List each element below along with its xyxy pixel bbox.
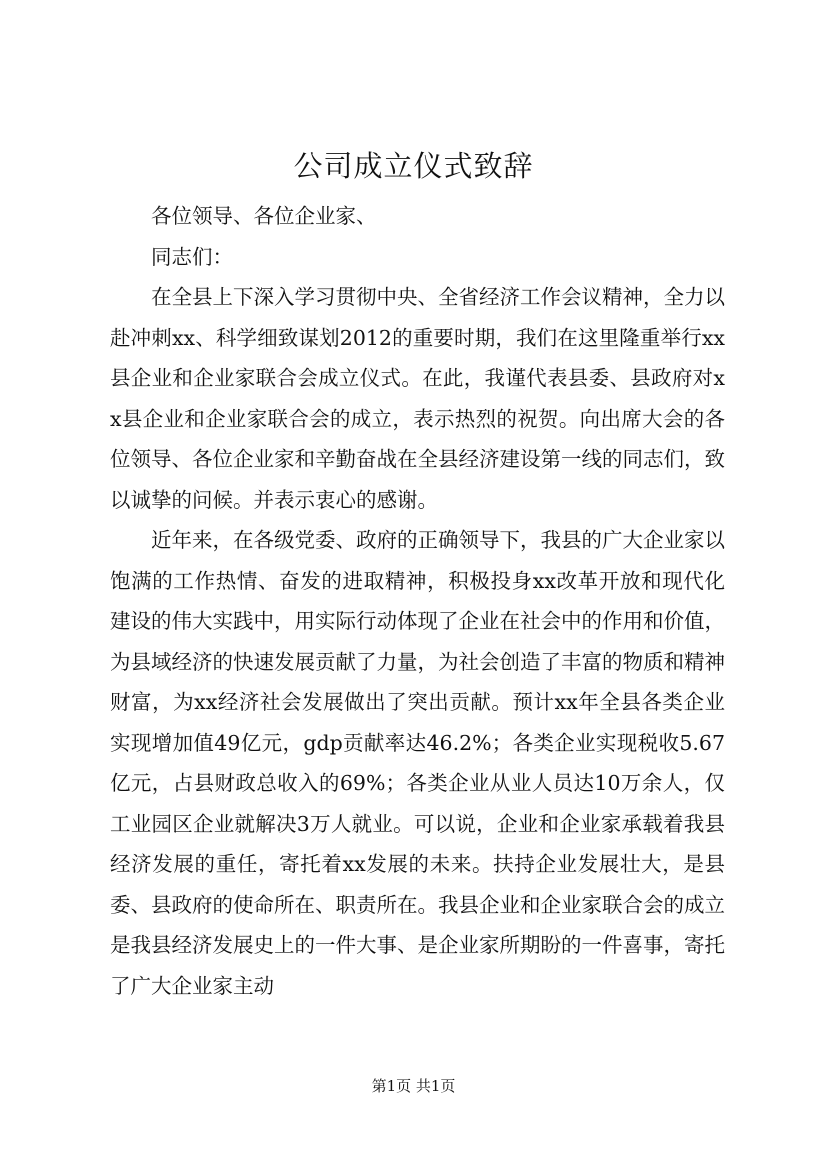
body-paragraph-2: 近年来，在各级党委、政府的正确领导下，我县的广大企业家以饱满的工作热情、奋发的进取精神，积极投身xx改革开放和现代化建设的伟大实践中，用实际行动体现了企业在社会中的作用和价值，为县域经济的快速发展贡献了力量，为社会创造了丰富的物质和精神财富，为xx经济社会发展做出了突出贡献。预计xx年全县各类企业实现增加值49亿元，gdp贡献率达46.2%；各类企业实现税收5.67亿元，占县财政总收入的69%；各类企业从业人员达10万余人，仅工业园区企业就解决3万人就业。可以说，企业和企业家承载着我县经济发展的重任，寄托着xx发展的未来。扶持企业发展壮大，是县委、县政府的使命所在、职责所在。我县企业和企业家联合会的成立是我县经济发展史上的一件大事、是企业家所期盼的一件喜事，寄托了广大企业家主动	[110, 528, 725, 998]
salutation-line-1: 各位领导、各位企业家、	[151, 204, 377, 228]
document-title: 公司成立仪式致辞	[293, 149, 534, 183]
page-number-footer: 第1页 共1页	[371, 1077, 456, 1095]
document-body	[110, 196, 725, 1006]
body-paragraph-1: 在全县上下深入学习贯彻中央、全省经济工作会议精神，全力以赴冲刺xx、科学细致谋划2012的重要时期，我们在这里隆重举行xx县企业和企业家联合会成立仪式。在此，我谨代表县委、县政府对xx县企业和企业家联合会的成立，表示热烈的祝贺。向出席大会的各位领导、各位企业家和辛勤奋战在全县经济建设第一线的同志们，致以诚挚的问候。并表示衷心的感谢。	[110, 285, 725, 512]
salutation-line-2: 同志们：	[151, 244, 233, 269]
